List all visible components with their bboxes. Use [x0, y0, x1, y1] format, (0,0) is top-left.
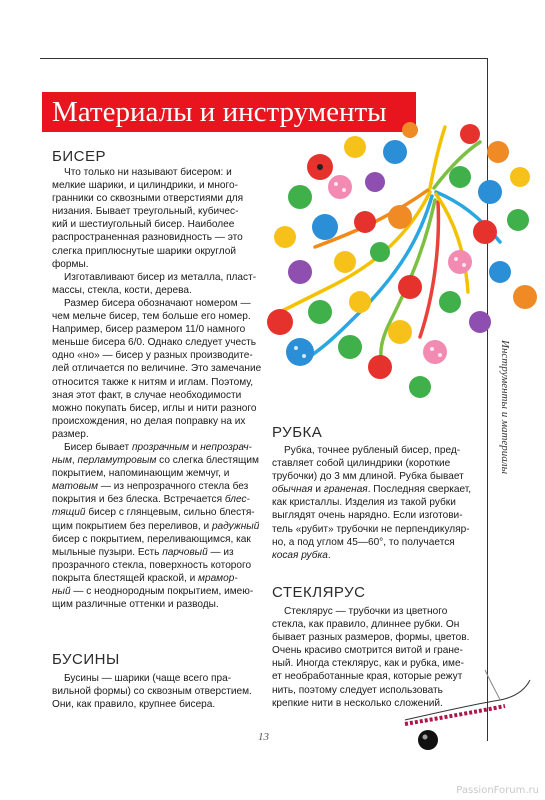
text-line: покрыта блестящей краской, и мрамор-	[52, 572, 238, 584]
text-line: относится также к нитям и иглам. Поэтому,	[52, 376, 254, 388]
text-line: покрытием, напоминающим жемчуг, и	[52, 468, 230, 480]
page-title: Материалы и инструменты	[52, 96, 387, 128]
text-line: Размер бисера обозначают номером —	[64, 297, 251, 309]
text-line: косая рубка.	[272, 549, 331, 561]
text-line: одно «но» — бисер у разных производите-	[52, 350, 253, 362]
side-caption: Инструменты и материалы	[499, 340, 511, 475]
text-line: крепкие нити в несколько сложений.	[272, 697, 443, 709]
text-line: но, а под углом 45—60°, то получается	[272, 536, 455, 548]
text-line: Рубка, точнее рубленый бисер, пред-	[284, 445, 461, 456]
section-heading-biser: БИСЕР	[52, 148, 106, 165]
text-line: слегка приплюснутые шарики округлой	[52, 245, 237, 257]
text-line: распространенная разновидность — это	[52, 232, 243, 244]
text-line: Например, бисер размером 11/0 намного	[52, 324, 246, 336]
text-line: зная этот факт, в случае необходимости	[52, 389, 242, 401]
text-line: мыльные пузыри. Есть парчовый — из	[52, 546, 234, 558]
text-line: тящий бисер с глянцевым, сильно блестя-	[52, 507, 255, 519]
text-line: нить, поэтому следует использовать	[272, 684, 443, 696]
text-line: чем мельче бисер, тем больше его номер.	[52, 311, 251, 323]
text-line: Стеклярус — трубочки из цветного	[284, 606, 448, 617]
text-line: формы.	[52, 258, 89, 270]
text-line: лей отличается по величине. Это замечание	[52, 363, 262, 375]
section-heading-businy: БУСИНЫ	[52, 651, 120, 668]
text-line: кий и шестиугольный бисер. Наиболее	[52, 219, 235, 231]
section-heading-steklyarus: СТЕКЛЯРУС	[272, 584, 366, 601]
page-number: 13	[258, 731, 269, 743]
text-line: размер.	[52, 428, 89, 440]
text-line: ным, перламутровым со слегка блестящим	[52, 455, 259, 467]
text-line: трубочки) до 3 мм длиной. Рубка бывает	[272, 471, 464, 483]
text-line: покрытия и без блеска. Встречается блес-	[52, 494, 250, 506]
text-line: ный. Иногда стеклярус, как и рубка, име-	[272, 658, 464, 670]
watermark: PassionForum.ru	[456, 785, 539, 796]
section-heading-rubka: РУБКА	[272, 424, 323, 441]
text-line: вильной формы) со сквозным отверстием.	[52, 686, 252, 698]
text-line: низания. Бывает треугольный, кубичес-	[52, 206, 239, 218]
text-line: стекла, как правило, длиннее рубки. Он	[272, 619, 460, 631]
text-line: Они, как правило, крупнее бисера.	[52, 699, 216, 711]
text-line: обычная и граненая. Последняя сверкает,	[272, 484, 472, 496]
text-line: ный — с неоднородным покрытием, имею-	[52, 586, 254, 597]
text-line: бывает разных размеров, формы, цветов.	[272, 632, 470, 644]
text-line: бисер с покрытием, переливающимся, как	[52, 533, 251, 545]
text-line: щим различные оттенки и разводы.	[52, 599, 219, 611]
text-line: Бусины — шарики (чаще всего пра-	[64, 673, 232, 684]
text-line: меньше бисера 6/0. Однако следует учесть	[52, 337, 257, 349]
text-line: щим покрытием без переливов, и радужный	[52, 520, 260, 532]
text-line: происхождения, но делая поправку на их	[52, 415, 246, 427]
text-line: тель «рубит» трубочки не перпендикуляр-	[272, 523, 470, 535]
section-body-businy	[52, 672, 252, 711]
text-line: Очень красиво смотрится витой и гране-	[272, 645, 463, 657]
text-line: прозрачного стекла, поверхность которого	[52, 559, 252, 571]
text-line: массы, стекла, кости, дерева.	[52, 284, 192, 296]
text-line: как кристаллы. Изделия из такой рубки	[272, 497, 456, 509]
beaded-thread-illustration	[400, 660, 535, 755]
text-line: мелкие шарики, и цилиндрики, и много-	[52, 180, 238, 192]
text-line: выглядят очень нарядно. Если изготови-	[272, 510, 463, 522]
text-line: матовым — из непрозрачного стекла без	[52, 481, 249, 493]
section-body-rubka	[272, 444, 471, 562]
text-line: Изготавливают бисер из металла, пласт-	[64, 271, 257, 283]
text-line: Бисер бывает прозрачным и непрозрач-	[64, 441, 252, 453]
text-line: гранники со сквозными отверстиями для	[52, 193, 244, 205]
text-line: можно покупать бисер, иглы и нити разного	[52, 402, 257, 414]
section-body-biser	[52, 166, 261, 611]
text-line: ет необработанные края, которые режут	[272, 671, 463, 683]
text-line: ставляет собой цилиндрики (короткие	[272, 458, 451, 470]
text-line: Что только ни называют бисером: и	[64, 167, 232, 178]
